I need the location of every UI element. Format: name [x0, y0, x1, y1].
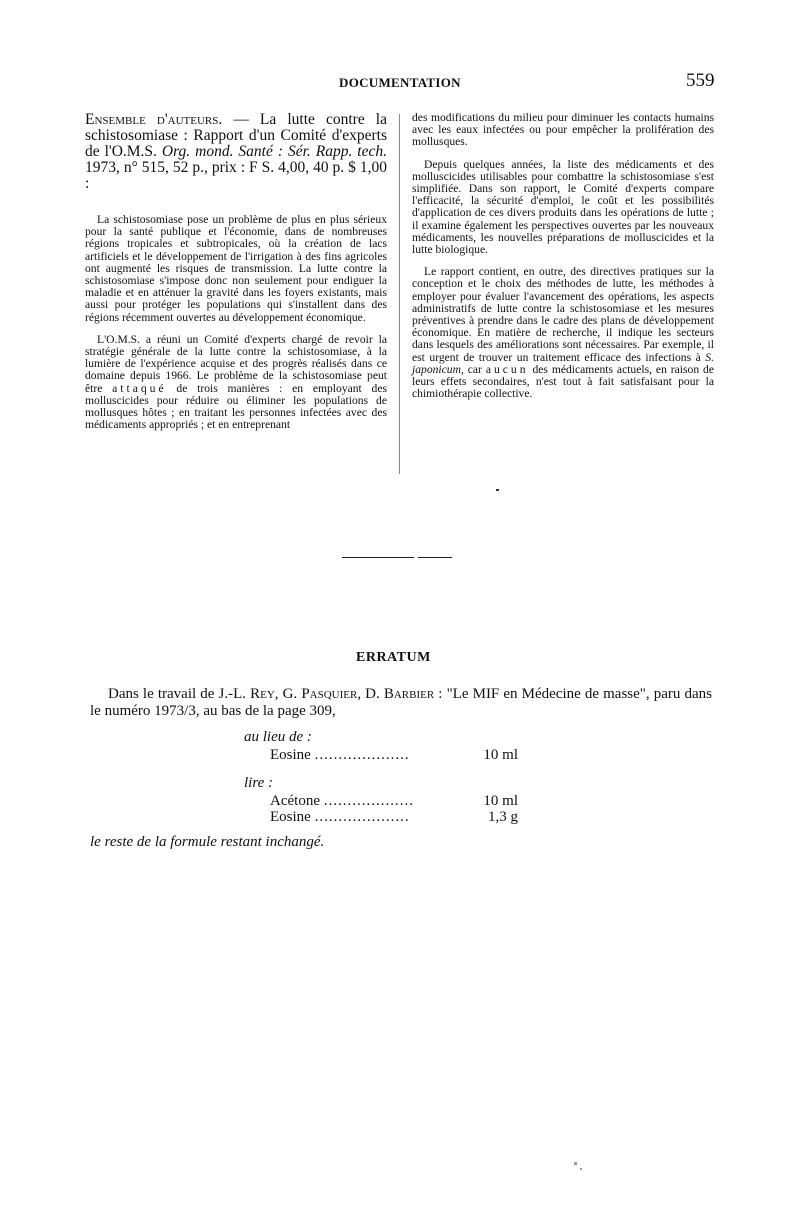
- right-paragraph-3-text-c: des médicaments actuels, en raison de leurs effets secondaires, n'est tout à fait satisfaisant pour la chimiothérapie collective.: [412, 362, 714, 401]
- instead-value: 10 ml: [483, 747, 518, 763]
- read-label: lire :: [244, 775, 274, 791]
- read-item-2: Eosine: [270, 809, 311, 825]
- section-rule-left: [342, 557, 414, 558]
- leader-dots: ....................: [314, 809, 410, 825]
- running-header: DOCUMENTATION: [339, 75, 461, 90]
- erratum-text: [90, 686, 712, 720]
- instead-label: au lieu de :: [244, 729, 312, 745]
- print-speck: [496, 489, 499, 491]
- instead-row: [270, 747, 410, 764]
- erratum-title: ERRATUM: [356, 650, 431, 665]
- right-paragraph-3: [412, 266, 714, 400]
- erratum-author-2: Pasquier: [301, 686, 358, 702]
- leader-dots: ...................: [323, 793, 414, 809]
- left-paragraph-2-text-a: L'O.M.S. a réuni un Comité d'experts chargé de revoir la stratégie générale de la lutte contre la schistosomiase, à la lumière de l'expérience acquise et des progrès réalisés dans ce domaine depuis 1966. Le problème de la schistosomiase peut être: [85, 332, 387, 395]
- erratum-text-d: : "Le MIF en Médecine de masse", paru dans le numéro 1973/3, au bas de la page 309,: [90, 686, 712, 719]
- left-paragraph-1: La schistosomiase pose un problème de plus en plus sérieux pour la santé publique et l'économie, dans de nombreuses régions tropicales et subtropicales, où la création de lacs artificiels et le développement de l'irrigation à des fins agricoles ont augmenté les risques de transmission. La lutte contre la schistosomiase s'impose donc non seulement pour endiguer la maladie et en atténuer la gravité dans les foyers existants, mais aussi pour protéger les populations qui s'installent dans des régions récemment ouvertes au développement économique.: [85, 213, 387, 324]
- print-speck: [580, 1168, 582, 1170]
- reference-journal: Org. mond. Santé : Sér. Rapp. tech.: [161, 143, 387, 160]
- bibliographic-reference: [85, 112, 387, 192]
- erratum-text-c: , D.: [357, 686, 384, 702]
- leader-dots: ....................: [314, 747, 410, 763]
- read-value-2: 1,3 g: [488, 809, 518, 825]
- right-paragraph-3-text-b: car: [463, 362, 486, 376]
- reference-author: Ensemble d'auteurs.: [85, 111, 223, 128]
- section-rule-right: [418, 557, 452, 558]
- read-row-2: [270, 809, 410, 826]
- instead-item: Eosine: [270, 747, 311, 763]
- right-paragraph-3-text-a: Le rapport contient, en outre, des directives pratiques sur la conception et le choix des méthodes de lutte, les méthodes à employer pour évaluer l'avancement des opérations, les aspects administratifs de lutte contre la schistosomiase et les mesures préventives à prendre dans le cadre des plans de développement économique. En matière de recherche, il indique les secteurs dans lesquels des améliorations sont nécessaires. Par exemple, il est urgent de trouver un traitement efficace des infections à: [412, 265, 714, 364]
- read-item-1: Acétone: [270, 793, 320, 809]
- left-paragraph-2: [85, 334, 387, 432]
- read-value-1: 10 ml: [483, 793, 518, 809]
- erratum-text-a: Dans le travail de J.-L.: [108, 686, 251, 702]
- reference-title: — La lutte contre la schistosomiase : Rapport d'un Comité d'experts de l'O.M.S.: [85, 111, 387, 160]
- erratum-closing: le reste de la formule restant inchangé.: [90, 834, 325, 850]
- page-number: 559: [686, 70, 715, 91]
- right-paragraph-2: Depuis quelques années, la liste des médicaments et des molluscicides utilisables pour combattre la schistosomiase s'est simplifiée. Dans son rapport, le Comité d'experts compare l'efficacité, la sécurité d'emploi, le coût et les possibilités d'application de ces divers produits dans les opérations de lutte ; il examine également les perspectives ouvertes par les nouveaux médicaments, les nouvelles préparations de molluscicides et la lutte biologique.: [412, 157, 714, 257]
- spaced-word: attaqué: [112, 381, 167, 395]
- erratum-author-3: Barbier: [383, 686, 435, 702]
- erratum-author-1: Rey: [250, 686, 275, 702]
- right-paragraph-1: des modifications du milieu pour diminuer les contacts humains avec les eaux infectées ou pour empêcher la prolifération des mollusques.: [412, 111, 714, 149]
- reference-details: 1973, n° 515, 52 p., prix : F S. 4,00, 40 p. $ 1,00 :: [85, 159, 387, 192]
- species-name: S. japonicum,: [412, 350, 714, 376]
- column-divider: [399, 114, 400, 474]
- spaced-word: aucun: [485, 362, 529, 376]
- print-speck: [574, 1162, 577, 1165]
- left-column: [85, 112, 387, 441]
- read-row-1: [270, 793, 414, 810]
- left-paragraph-2-text-b: de trois manières : en employant des molluscicides pour réduire ou éliminer les populations de mollusques hôtes ; en traitant les personnes infectées avec des médicaments appropriés ; et en entreprenant: [85, 381, 387, 432]
- erratum-text-b: , G.: [274, 686, 302, 702]
- right-column: [412, 112, 714, 410]
